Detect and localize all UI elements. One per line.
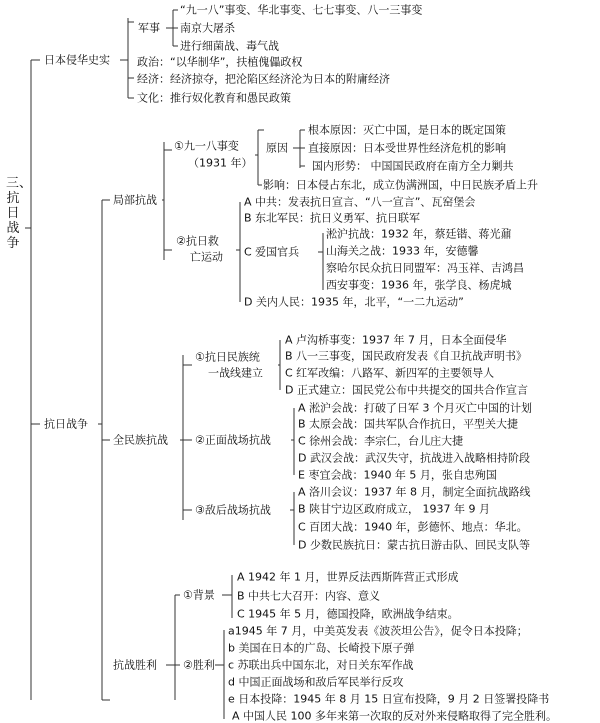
impact-text: 影响：日本侵占东北，成立伪满洲国，中日民族矛盾上升 (263, 178, 538, 192)
cause-label: 原因 (266, 141, 288, 155)
military-item: 南京大屠杀 (180, 21, 235, 35)
rear-item: B 陕甘宁边区政府成立， 1937 年 9 月 (298, 502, 491, 516)
military-item: “九一八”事变、华北事变、七七事变、八一三事变 (180, 3, 423, 17)
war-label: 抗日战争 (44, 417, 88, 431)
cause-item: 直接原因：日本受世界性经济危机的影响 (308, 141, 506, 155)
rear-item: A 洛川会议：1937 年 8 月，制定全面抗战路线 (298, 485, 531, 499)
rear-item: C 百团大战：1940 年，彭德怀、地点：华北。 (298, 520, 528, 534)
incident-year: （1931 年） (188, 156, 253, 170)
background-label: ①背景 (183, 588, 215, 602)
politics-text: 政治：“以华制华”，扶植傀儡政权 (137, 55, 303, 69)
united-front-label: 一战线建立 (208, 366, 263, 380)
local-war-label: 局部抗战 (113, 193, 157, 207)
win-item: a1945 年 7 月，中美英发表《波茨坦公告》，促令日本投降； (228, 624, 528, 638)
frontline-item: D 武汉会战：武汉失守，抗战进入战略相持阶段 (298, 451, 530, 465)
national-war-label: 全民族抗战 (113, 433, 168, 447)
frontline-item: A 淞沪会战：打破了日军 3 个月灭亡中国的计划 (298, 401, 533, 415)
resistance-label: ②抗日救 (176, 234, 219, 248)
united-front-item: C 红军改编：八路军、新四军的主要领导人 (285, 366, 495, 380)
cause-item: 根本原因：灭亡中国，是日本的既定国策 (308, 123, 506, 137)
united-front-item: D 正式建立：国民党公布中共提交的国共合作宣言 (285, 383, 528, 397)
frontline-label: ②正面战场抗战 (195, 433, 271, 447)
patriotic-item: 察哈尔民众抗日同盟军：冯玉祥、吉鸿昌 (326, 261, 524, 275)
incident-label: ①九一八事变 (174, 139, 239, 153)
frontline-item: B 太原会战：国共军队合作抗日，平型关大捷 (298, 417, 519, 431)
win-item: d 中国正面战场和敌后军民举行反攻 (228, 675, 404, 689)
win-label: ②胜利 (183, 658, 215, 672)
resistance-item: B 东北军民：抗日义勇军、抗日联军 (244, 211, 421, 225)
root-title: 三、抗日战争 (6, 176, 33, 251)
victory-label: 抗战胜利 (113, 658, 157, 672)
frontline-item: E 枣宜会战：1940 年 5 月，张自忠殉国 (298, 468, 497, 482)
resistance-item: A 中共：发表抗日宣言、“八一宣言”、瓦窑堡会 (244, 195, 476, 209)
united-front-item: B 八一三事变，国民政府发表《自卫抗战声明书》 (285, 349, 528, 363)
united-front-item: A 卢沟桥事变：1937 年 7 月，日本全面侵华 (285, 333, 507, 347)
resistance-label: 亡运动 (190, 250, 223, 264)
united-front-label: ①抗日民族统 (195, 350, 260, 364)
win-item: c 苏联出兵中国东北，对日关东军作战 (228, 658, 414, 672)
patriotic-item: 山海关之战：1933 年，安德馨 (326, 244, 479, 258)
win-item: e 日本投降：1945 年 8 月 15 日宣布投降，9 月 2 日签署投降书 (228, 692, 550, 706)
patriotic-item: 西安事变：1936 年，张学良、杨虎城 (326, 278, 512, 292)
military-item: 进行细菌战、毒气战 (180, 39, 279, 53)
patriotic-item: 淞沪抗战：1932 年，蔡廷锴、蒋光鼐 (326, 227, 512, 241)
background-item: B 中共七大召开：内容、意义 (237, 589, 381, 603)
aggression-label: 日本侵华史实 (44, 53, 110, 67)
cause-item: 国内形势： 中国国民政府在南方全力剿共 (312, 159, 514, 173)
background-item: A 1942 年 1 月，世界反法西斯阵营正式形成 (237, 570, 459, 584)
background-item: C 1945 年 5 月，德国投降，欧洲战争结束。 (237, 607, 459, 621)
military-label: 军事 (138, 21, 160, 35)
win-item: A 中国人民 100 多年来第一次取的反对外来侵略取得了完全胜利。 (232, 709, 558, 723)
culture-text: 文化：推行奴化教育和愚民政策 (137, 91, 291, 105)
frontline-item: C 徐州会战：李宗仁，台儿庄大捷 (298, 434, 464, 448)
rear-label: ③敌后战场抗战 (195, 503, 271, 517)
patriotic-soldiers-label: C 爱国官兵 (244, 245, 300, 259)
economy-text: 经济：经济掠夺，把沦陷区经济沦为日本的附庸经济 (137, 72, 390, 86)
win-item: b 美国在日本的广岛、长崎投下原子弹 (228, 641, 415, 655)
resistance-item: D 关内人民：1935 年，北平，“一二九运动” (244, 295, 464, 309)
rear-item: D 少数民族抗日：蒙古抗日游击队、回民支队等 (298, 538, 530, 552)
